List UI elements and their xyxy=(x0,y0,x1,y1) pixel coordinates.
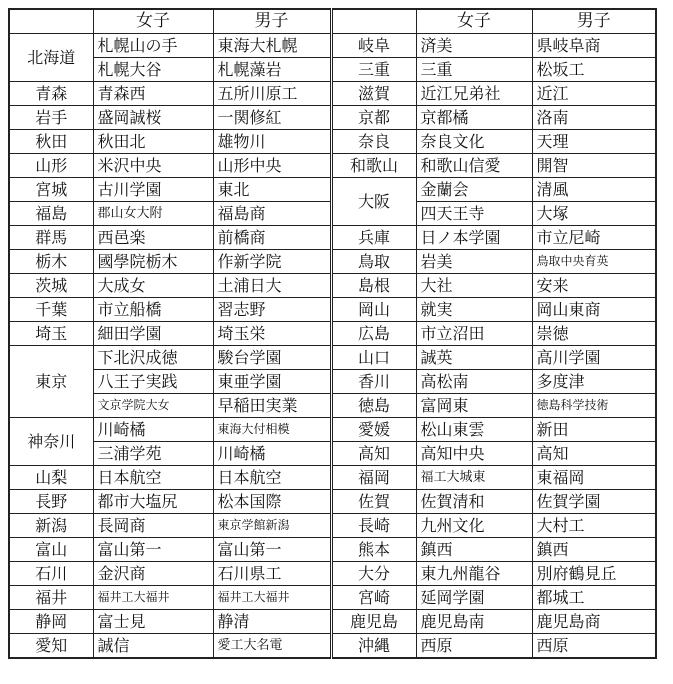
girls-school-cell: 米沢中央 xyxy=(93,154,213,178)
girls-school-cell: 市立沼田 xyxy=(416,322,532,346)
boys-school-cell: 埼玉栄 xyxy=(213,322,331,346)
prefecture-cell: 大分 xyxy=(331,562,416,586)
girls-school-cell: 鎮西 xyxy=(416,538,532,562)
girls-school-cell: 九州文化 xyxy=(416,514,532,538)
header-blank-right xyxy=(331,9,416,34)
boys-school-cell: 新田 xyxy=(532,418,656,442)
table-row xyxy=(9,394,656,418)
prefecture-cell: 福井 xyxy=(9,586,93,610)
girls-school-cell: 済美 xyxy=(416,34,532,58)
boys-school-cell: 多度津 xyxy=(532,370,656,394)
header-girls-left: 女子 xyxy=(93,9,213,34)
boys-school-cell: 作新学院 xyxy=(213,250,331,274)
girls-school-cell: 金沢商 xyxy=(93,562,213,586)
boys-school-cell: 東北 xyxy=(213,178,331,202)
girls-school-cell: 大社 xyxy=(416,274,532,298)
prefecture-cell: 広島 xyxy=(331,322,416,346)
boys-school-cell: 日本航空 xyxy=(213,466,331,490)
table-row xyxy=(9,370,656,394)
boys-school-cell: 都城工 xyxy=(532,586,656,610)
table-row xyxy=(9,634,656,659)
prefecture-cell: 沖縄 xyxy=(331,634,416,659)
boys-school-cell: 高川学園 xyxy=(532,346,656,370)
girls-school-cell: 金蘭会 xyxy=(416,178,532,202)
table-row xyxy=(9,562,656,586)
girls-school-cell: 三浦学苑 xyxy=(93,442,213,466)
prefecture-cell: 岩手 xyxy=(9,106,93,130)
table-row xyxy=(9,322,656,346)
boys-school-cell: 土浦日大 xyxy=(213,274,331,298)
boys-school-cell: 東海大付相模 xyxy=(213,418,331,442)
boys-school-cell: 福島商 xyxy=(213,202,331,226)
prefecture-cell: 山梨 xyxy=(9,466,93,490)
girls-school-cell: 和歌山信愛 xyxy=(416,154,532,178)
prefecture-cell: 香川 xyxy=(331,370,416,394)
girls-school-cell: 日ノ本学園 xyxy=(416,226,532,250)
boys-school-cell: 東福岡 xyxy=(532,466,656,490)
girls-school-cell: 大成女 xyxy=(93,274,213,298)
prefecture-cell: 宮城 xyxy=(9,178,93,202)
prefecture-cell: 兵庫 xyxy=(331,226,416,250)
prefecture-cell: 長野 xyxy=(9,490,93,514)
boys-school-cell: 駿台学園 xyxy=(213,346,331,370)
boys-school-cell: 大塚 xyxy=(532,202,656,226)
header-boys-right: 男子 xyxy=(532,9,656,34)
boys-school-cell: 松本国際 xyxy=(213,490,331,514)
boys-school-cell: 福井工大福井 xyxy=(213,586,331,610)
prefecture-cell: 東京 xyxy=(9,346,93,418)
prefecture-cell: 和歌山 xyxy=(331,154,416,178)
prefecture-cell: 高知 xyxy=(331,442,416,466)
girls-school-cell: 富岡東 xyxy=(416,394,532,418)
girls-school-cell: 京都橘 xyxy=(416,106,532,130)
boys-school-cell: 静清 xyxy=(213,610,331,634)
girls-school-cell: 高松南 xyxy=(416,370,532,394)
prefecture-cell: 大阪 xyxy=(331,178,416,226)
girls-school-cell: 日本航空 xyxy=(93,466,213,490)
table-row xyxy=(9,418,656,442)
prefecture-cell: 奈良 xyxy=(331,130,416,154)
girls-school-cell: 富士見 xyxy=(93,610,213,634)
table-row xyxy=(9,130,656,154)
prefecture-cell: 秋田 xyxy=(9,130,93,154)
prefecture-cell: 岐阜 xyxy=(331,34,416,58)
boys-school-cell: 習志野 xyxy=(213,298,331,322)
prefecture-cell: 茨城 xyxy=(9,274,93,298)
prefecture-cell: 愛媛 xyxy=(331,418,416,442)
boys-school-cell: 岡山東商 xyxy=(532,298,656,322)
prefecture-cell: 群馬 xyxy=(9,226,93,250)
boys-school-cell: 開智 xyxy=(532,154,656,178)
table-row xyxy=(9,58,656,82)
girls-school-cell: 都市大塩尻 xyxy=(93,490,213,514)
girls-school-cell: 三重 xyxy=(416,58,532,82)
girls-school-cell: 延岡学園 xyxy=(416,586,532,610)
prefecture-cell: 佐賀 xyxy=(331,490,416,514)
girls-school-cell: 誠信 xyxy=(93,634,213,659)
girls-school-cell: 近江兄弟社 xyxy=(416,82,532,106)
prefecture-cell: 福岡 xyxy=(331,466,416,490)
girls-school-cell: 川崎橘 xyxy=(93,418,213,442)
prefecture-cell: 愛知 xyxy=(9,634,93,659)
table-row xyxy=(9,466,656,490)
boys-school-cell: 佐賀学園 xyxy=(532,490,656,514)
table-row xyxy=(9,346,656,370)
prefecture-cell: 三重 xyxy=(331,58,416,82)
girls-school-cell: 松山東雲 xyxy=(416,418,532,442)
boys-school-cell: 富山第一 xyxy=(213,538,331,562)
boys-school-cell: 東亜学園 xyxy=(213,370,331,394)
boys-school-cell: 石川県工 xyxy=(213,562,331,586)
header-row xyxy=(9,9,656,34)
girls-school-cell: 青森西 xyxy=(93,82,213,106)
table-row xyxy=(9,178,656,202)
boys-school-cell: 鳥取中央育英 xyxy=(532,250,656,274)
prefecture-cell: 石川 xyxy=(9,562,93,586)
prefecture-cell: 福島 xyxy=(9,202,93,226)
girls-school-cell: 文京学院大女 xyxy=(93,394,213,418)
prefecture-cell: 千葉 xyxy=(9,298,93,322)
boys-school-cell: 札幌藻岩 xyxy=(213,58,331,82)
girls-school-cell: 誠英 xyxy=(416,346,532,370)
boys-school-cell: 五所川原工 xyxy=(213,82,331,106)
header-girls-right: 女子 xyxy=(416,9,532,34)
girls-school-cell: 札幌大谷 xyxy=(93,58,213,82)
boys-school-cell: 愛工大名電 xyxy=(213,634,331,659)
boys-school-cell: 清風 xyxy=(532,178,656,202)
table-row xyxy=(9,490,656,514)
boys-school-cell: 東海大札幌 xyxy=(213,34,331,58)
prefecture-cell: 埼玉 xyxy=(9,322,93,346)
table-row xyxy=(9,586,656,610)
girls-school-cell: 佐賀清和 xyxy=(416,490,532,514)
boys-school-cell: 大村工 xyxy=(532,514,656,538)
boys-school-cell: 東京学館新潟 xyxy=(213,514,331,538)
girls-school-cell: 長岡商 xyxy=(93,514,213,538)
boys-school-cell: 一関修紅 xyxy=(213,106,331,130)
girls-school-cell: 福工大城東 xyxy=(416,466,532,490)
girls-school-cell: 札幌山の手 xyxy=(93,34,213,58)
girls-school-cell: 岩美 xyxy=(416,250,532,274)
prefecture-cell: 静岡 xyxy=(9,610,93,634)
girls-school-cell: 高知中央 xyxy=(416,442,532,466)
girls-school-cell: 市立船橋 xyxy=(93,298,213,322)
girls-school-cell: 秋田北 xyxy=(93,130,213,154)
girls-school-cell: 西邑楽 xyxy=(93,226,213,250)
prefecture-cell: 岡山 xyxy=(331,298,416,322)
table-row xyxy=(9,514,656,538)
schools-table xyxy=(8,8,657,659)
prefecture-cell: 宮崎 xyxy=(331,586,416,610)
prefecture-cell: 鹿児島 xyxy=(331,610,416,634)
girls-school-cell: 細田学園 xyxy=(93,322,213,346)
boys-school-cell: 市立尼崎 xyxy=(532,226,656,250)
table-row xyxy=(9,250,656,274)
boys-school-cell: 崇徳 xyxy=(532,322,656,346)
boys-school-cell: 近江 xyxy=(532,82,656,106)
prefecture-cell: 栃木 xyxy=(9,250,93,274)
girls-school-cell: 國學院栃木 xyxy=(93,250,213,274)
prefecture-cell: 新潟 xyxy=(9,514,93,538)
girls-school-cell: 郡山女大附 xyxy=(93,202,213,226)
boys-school-cell: 高知 xyxy=(532,442,656,466)
table-row xyxy=(9,154,656,178)
boys-school-cell: 鎮西 xyxy=(532,538,656,562)
prefecture-cell: 山形 xyxy=(9,154,93,178)
header-boys-left: 男子 xyxy=(213,9,331,34)
boys-school-cell: 天理 xyxy=(532,130,656,154)
table-body xyxy=(9,9,656,658)
prefecture-cell: 鳥取 xyxy=(331,250,416,274)
boys-school-cell: 川崎橘 xyxy=(213,442,331,466)
girls-school-cell: 八王子実践 xyxy=(93,370,213,394)
girls-school-cell: 鹿児島南 xyxy=(416,610,532,634)
prefecture-cell: 島根 xyxy=(331,274,416,298)
boys-school-cell: 安来 xyxy=(532,274,656,298)
prefecture-cell: 京都 xyxy=(331,106,416,130)
boys-school-cell: 県岐阜商 xyxy=(532,34,656,58)
table-row xyxy=(9,442,656,466)
prefecture-cell: 神奈川 xyxy=(9,418,93,466)
boys-school-cell: 徳島科学技術 xyxy=(532,394,656,418)
prefecture-cell: 富山 xyxy=(9,538,93,562)
table-row xyxy=(9,274,656,298)
prefecture-cell: 北海道 xyxy=(9,34,93,82)
boys-school-cell: 洛南 xyxy=(532,106,656,130)
table-row xyxy=(9,82,656,106)
boys-school-cell: 松坂工 xyxy=(532,58,656,82)
prefecture-cell: 熊本 xyxy=(331,538,416,562)
girls-school-cell: 福井工大福井 xyxy=(93,586,213,610)
prefecture-cell: 青森 xyxy=(9,82,93,106)
boys-school-cell: 西原 xyxy=(532,634,656,659)
table-row xyxy=(9,538,656,562)
table-row xyxy=(9,34,656,58)
boys-school-cell: 別府鶴見丘 xyxy=(532,562,656,586)
girls-school-cell: 四天王寺 xyxy=(416,202,532,226)
table-row xyxy=(9,298,656,322)
girls-school-cell: 下北沢成徳 xyxy=(93,346,213,370)
girls-school-cell: 富山第一 xyxy=(93,538,213,562)
prefecture-cell: 長崎 xyxy=(331,514,416,538)
boys-school-cell: 雄物川 xyxy=(213,130,331,154)
boys-school-cell: 前橋商 xyxy=(213,226,331,250)
girls-school-cell: 古川学園 xyxy=(93,178,213,202)
prefecture-cell: 徳島 xyxy=(331,394,416,418)
girls-school-cell: 奈良文化 xyxy=(416,130,532,154)
boys-school-cell: 山形中央 xyxy=(213,154,331,178)
girls-school-cell: 就実 xyxy=(416,298,532,322)
table-row xyxy=(9,226,656,250)
girls-school-cell: 盛岡誠桜 xyxy=(93,106,213,130)
boys-school-cell: 早稲田実業 xyxy=(213,394,331,418)
boys-school-cell: 鹿児島商 xyxy=(532,610,656,634)
table-row xyxy=(9,106,656,130)
prefecture-cell: 山口 xyxy=(331,346,416,370)
girls-school-cell: 東九州龍谷 xyxy=(416,562,532,586)
prefecture-cell: 滋賀 xyxy=(331,82,416,106)
header-blank-left xyxy=(9,9,93,34)
girls-school-cell: 西原 xyxy=(416,634,532,659)
table-row xyxy=(9,610,656,634)
